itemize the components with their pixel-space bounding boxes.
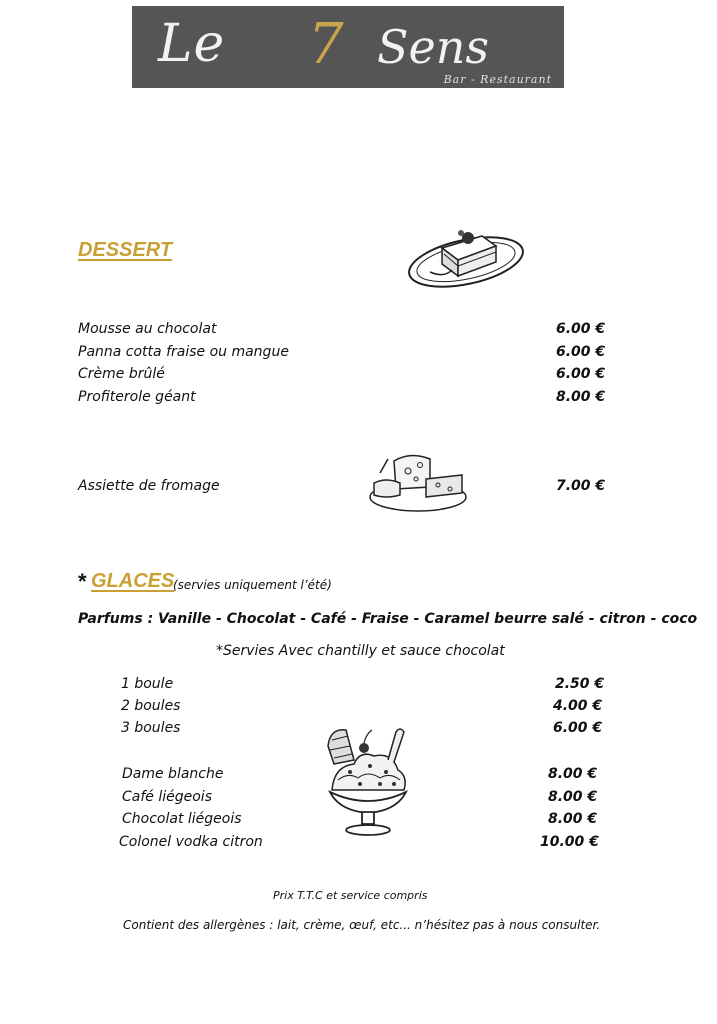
dessert-item-name: Crème brûlé [78, 366, 165, 382]
logo-seven: 7 [308, 12, 344, 77]
coupe-item-name: Colonel vodka citron [119, 834, 263, 850]
servies-note: *Servies Avec chantilly et sauce chocolat [216, 643, 505, 659]
boule-item-name: 3 boules [121, 720, 181, 736]
price-note: Prix T.T.C et service compris [273, 889, 428, 902]
coupe-item-price: 8.00 € [548, 766, 598, 782]
dessert-item-price: 6.00 € [556, 321, 606, 337]
ice-cream-sundae-icon [324, 720, 412, 842]
dessert-item-price: 6.00 € [556, 366, 606, 382]
cheese-plate-icon [366, 449, 470, 517]
boule-item-name: 2 boules [121, 698, 181, 714]
coupe-item-name: Chocolat liégeois [122, 811, 242, 827]
logo-sens: Sens [377, 20, 489, 74]
restaurant-logo [132, 6, 564, 88]
parfums-list: Parfums : Vanille - Chocolat - Café - Fraise - Caramel beurre salé - citron - coco [78, 611, 698, 627]
boule-item-price: 2.50 € [555, 676, 605, 692]
coupe-item-price: 8.00 € [548, 811, 598, 827]
boule-item-price: 4.00 € [553, 698, 603, 714]
glaces-section-title: GLACES [91, 570, 175, 592]
coupe-item-price: 8.00 € [548, 789, 598, 805]
dessert-section-title: DESSERT [78, 239, 173, 261]
coupe-item-name: Dame blanche [122, 766, 224, 782]
dessert-item-price: 6.00 € [556, 344, 606, 360]
logo-le: Le [158, 14, 226, 74]
boule-item-name: 1 boule [121, 676, 174, 692]
dessert-item-name: Profiterole géant [78, 389, 196, 405]
coupe-item-name: Café liégeois [122, 789, 212, 805]
dessert-item-price: 8.00 € [556, 389, 606, 405]
cake-plate-icon [404, 220, 530, 292]
cheese-item-name: Assiette de fromage [78, 478, 220, 494]
glaces-season-note: (servies uniquement l’été) [173, 578, 332, 592]
logo-subtitle: Bar - Restaurant [443, 73, 552, 86]
coupe-item-price: 10.00 € [540, 834, 599, 850]
glaces-asterisk: * [78, 569, 87, 594]
dessert-item-name: Mousse au chocolat [78, 321, 217, 337]
dessert-item-name: Panna cotta fraise ou mangue [78, 344, 289, 360]
allergen-note: Contient des allergènes : lait, crème, œuf, etc... n’hésitez pas à nous consulter. [123, 918, 601, 932]
boule-item-price: 6.00 € [553, 720, 603, 736]
cheese-item-price: 7.00 € [556, 478, 606, 494]
